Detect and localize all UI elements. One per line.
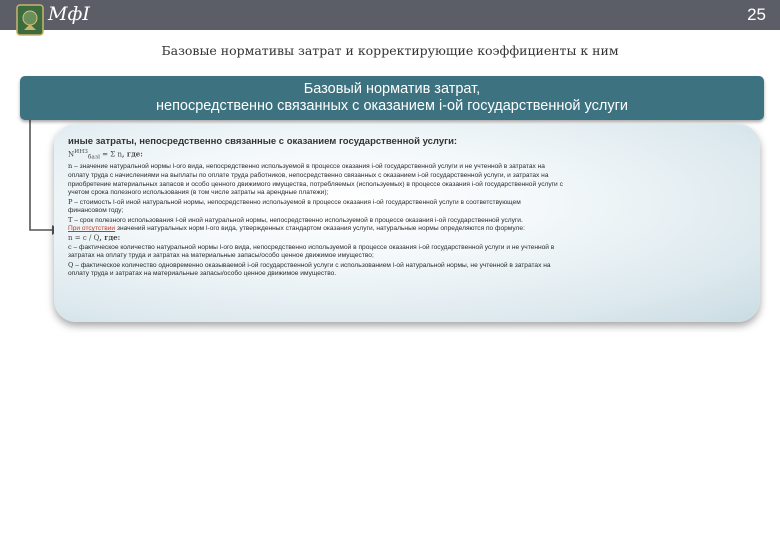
logo-text: МфІ: [48, 3, 90, 25]
doc-heading: иные затраты, непосредственно связанные с оказанием государственной услуги:: [68, 136, 458, 147]
doc-line: c – фактическое количество натуральной нормы l-ого вида, непосредственно используемой в процессе оказания i-ой государственной услуги и не учтенной в: [68, 242, 555, 251]
banner-line-1: Базовый норматив затрат,: [303, 81, 481, 97]
doc-line: Q – фактическое количество одновременно оказываемой i-ой государственной услуги с использованием l-ой натуральной нормы, не учтенной в затратах на: [68, 260, 551, 269]
doc-line: учетом срока полезного использования (в том числе затраты на арендные платежи);: [68, 189, 329, 197]
formula-2: n = c / Q, где:: [68, 234, 121, 243]
banner-line-2: непосредственно связанных с оказанием i-ой государственной услуги: [156, 98, 628, 114]
doc-line: приобретение материальных запасов и особо ценного движимого имущества, потребляемых (используемых) в процессе оказания i-ой государственной услуги с: [68, 180, 563, 188]
doc-line: финансовом году;: [68, 207, 124, 215]
doc-line: T – срок полезного использования l-ой иной натуральной нормы, непосредственно используемой в процессе оказания i-ой государственной услуги.: [68, 215, 523, 224]
doc-line: P – стоимость l-ой иной натуральной нормы, непосредственно используемой в процессе оказания i-ой государственной услуги в соответствующем: [68, 197, 521, 206]
doc-line: n – значение натуральной нормы l-ого вида, непосредственно используемой в процессе оказания i-ой государственной услуги и не учтенной в затратах на: [68, 162, 545, 171]
doc-line: оплату труда и затратах на материальные запасы/особо ценное движимое имущество.: [68, 270, 337, 278]
formula-1: $N^{ИНЗ}_{базl} = \Sigma$ n, где:: [68, 149, 143, 161]
page-number: 25: [747, 5, 766, 24]
document-excerpt: [68, 136, 738, 279]
doc-line: затратах на оплату труда и затратах на материальные запасы/особо ценное движимое имущество;: [68, 252, 374, 260]
slide-title: Базовые нормативы затрат и корректирующие коэффициенты к ним: [161, 43, 619, 58]
doc-line: оплату труда с начислениями на выплаты по оплате труда работников, непосредственно связанных с оказанием i-ой государственной услуги, и затратах на: [68, 171, 549, 179]
doc-line: При отсутствии значений натуральных норм l-ого вида, утвержденных стандартом оказания услуги, натуральные нормы определяются по формуле:: [68, 225, 525, 233]
section-banner: [20, 76, 764, 120]
